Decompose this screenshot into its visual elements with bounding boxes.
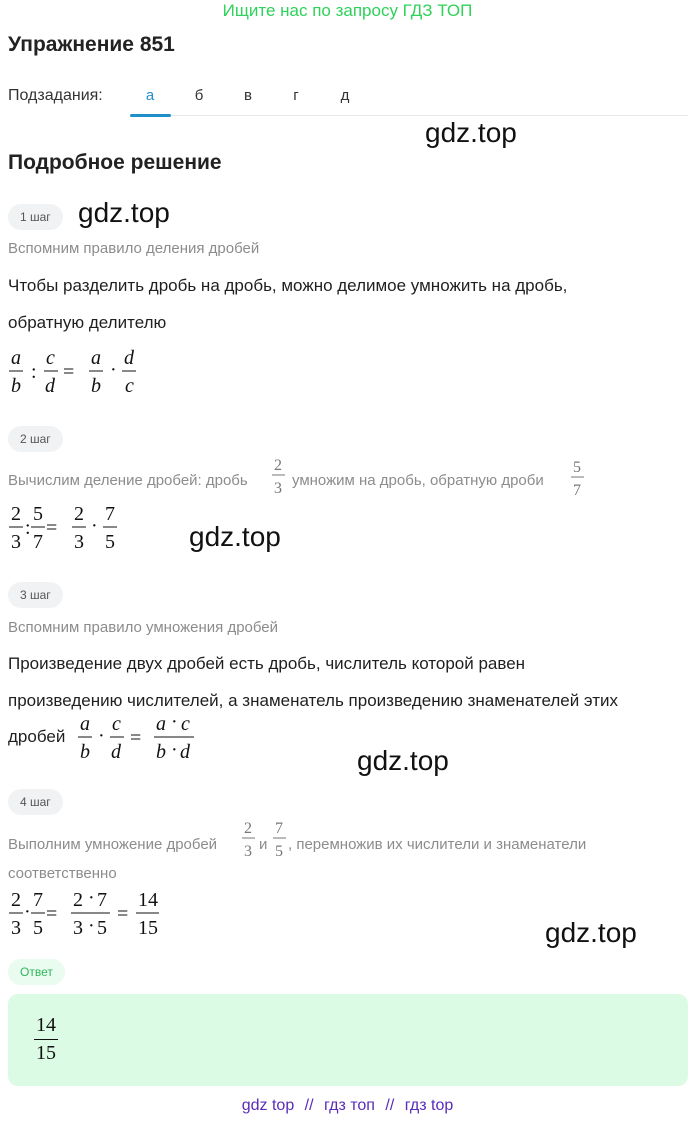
step-hint-and: и	[259, 836, 268, 853]
svg-text:c: c	[181, 713, 190, 735]
svg-text:5: 5	[105, 531, 115, 553]
svg-text:·: ·	[171, 711, 178, 733]
watermark: gdz.top	[545, 917, 637, 948]
tabs-divider	[130, 115, 688, 116]
tab-b[interactable]: б	[194, 87, 204, 104]
svg-text:3: 3	[74, 531, 84, 553]
answer-box	[8, 994, 688, 1086]
watermark: gdz.top	[357, 745, 449, 776]
svg-text:·: ·	[110, 359, 117, 381]
svg-text:b: b	[91, 375, 101, 397]
svg-text:7: 7	[105, 503, 115, 525]
tab-a[interactable]: а	[145, 87, 155, 104]
answer-numerator: 14	[36, 1014, 56, 1036]
step-hint: , перемножив их числители и знаменатели	[288, 836, 587, 853]
svg-text:5: 5	[33, 503, 43, 525]
svg-text:3: 3	[11, 917, 21, 939]
step-hint: Вспомним правило умножения дробей	[8, 619, 279, 636]
step-hint: Вычислим деление дробей: дробь	[8, 472, 248, 489]
footer-link[interactable]: гдз top	[404, 1097, 454, 1114]
search-banner: Ищите нас по запросу ГДЗ ТОП	[222, 1, 473, 20]
subtasks-label: Подзадания:	[8, 87, 103, 104]
svg-text:7: 7	[33, 889, 43, 911]
fraction-bar	[34, 1039, 58, 1040]
svg-text:7: 7	[33, 531, 43, 553]
svg-text:·: ·	[171, 739, 178, 761]
svg-text:7: 7	[275, 820, 283, 837]
watermark: gdz.top	[189, 521, 281, 552]
step-text: дробей	[8, 727, 66, 746]
svg-text:b: b	[11, 375, 21, 397]
svg-text:d: d	[124, 347, 134, 369]
svg-text:a: a	[91, 347, 101, 369]
section-title: Подробное решение	[8, 151, 222, 174]
svg-text:=: =	[117, 903, 129, 925]
footer-link[interactable]: gdz top	[241, 1097, 295, 1114]
tab-g[interactable]: г	[293, 87, 299, 104]
fraction-2-3	[271, 455, 287, 502]
step-text: Чтобы разделить дробь на дробь, можно делимое умножить на дробь,	[8, 276, 568, 295]
svg-text:3: 3	[11, 531, 21, 553]
step-badge: 4 шаг	[8, 789, 63, 815]
svg-text:·: ·	[24, 901, 31, 923]
svg-text:2: 2	[274, 457, 282, 474]
fraction-2-3	[241, 818, 257, 865]
svg-text:2: 2	[73, 889, 83, 911]
svg-text:c: c	[46, 347, 55, 369]
svg-text:14: 14	[138, 889, 158, 911]
answer-badge: Ответ	[8, 959, 65, 985]
svg-text:c: c	[125, 375, 134, 397]
step-badge: 3 шаг	[8, 582, 63, 608]
svg-text:a: a	[11, 347, 21, 369]
fraction-5-7	[570, 457, 586, 504]
svg-text:5: 5	[275, 843, 283, 860]
answer-fraction	[33, 1014, 59, 1065]
svg-text:b: b	[80, 741, 90, 763]
svg-text:a: a	[80, 713, 90, 735]
step-badge: 2 шаг	[8, 426, 63, 452]
svg-text:7: 7	[573, 482, 581, 499]
footer-separator: //	[304, 1097, 314, 1114]
answer-denominator: 15	[36, 1042, 56, 1064]
watermark: gdz.top	[78, 197, 170, 228]
svg-text:·: ·	[88, 887, 95, 909]
svg-text:a: a	[156, 713, 166, 735]
step-hint: соответственно	[8, 865, 117, 882]
svg-text:5: 5	[33, 917, 43, 939]
step-badge: 1 шаг	[8, 204, 63, 230]
step-text: Произведение двух дробей есть дробь, числитель которой равен	[8, 654, 526, 673]
svg-text:5: 5	[573, 459, 581, 476]
formula-division-rule	[8, 346, 148, 403]
svg-text:·: ·	[88, 915, 95, 937]
svg-text:2: 2	[11, 889, 21, 911]
formula-step4	[8, 888, 168, 945]
svg-text:7: 7	[97, 889, 107, 911]
svg-text:d: d	[180, 741, 190, 763]
svg-text:=: =	[63, 361, 75, 383]
page-title: Упражнение 851	[8, 33, 175, 56]
svg-text:3: 3	[244, 843, 252, 860]
footer-link[interactable]: гдз топ	[324, 1097, 375, 1114]
svg-text:d: d	[45, 375, 55, 397]
watermark: gdz.top	[425, 117, 517, 148]
svg-text:2: 2	[11, 503, 21, 525]
step-text: обратную делителю	[8, 313, 167, 332]
svg-text:·: ·	[98, 725, 105, 747]
formula-multiplication-rule	[76, 712, 206, 769]
tab-d[interactable]: д	[340, 87, 350, 104]
svg-text::: :	[25, 517, 31, 539]
step-text: произведению числителей, а знаменатель произведению знаменателей этих	[8, 691, 619, 710]
formula-step2	[8, 502, 128, 559]
footer-separator: //	[385, 1097, 395, 1114]
fraction-7-5	[272, 818, 288, 865]
svg-text:d: d	[111, 741, 121, 763]
svg-text:2: 2	[244, 820, 252, 837]
svg-text:=: =	[46, 903, 58, 925]
svg-text:b: b	[156, 741, 166, 763]
active-tab-indicator	[130, 114, 171, 117]
svg-text:2: 2	[74, 503, 84, 525]
svg-text:3: 3	[274, 480, 282, 497]
svg-text::: :	[31, 361, 37, 383]
svg-text:=: =	[46, 517, 58, 539]
svg-text:5: 5	[97, 917, 107, 939]
footer-links	[0, 1097, 695, 1115]
svg-text:=: =	[130, 727, 142, 749]
step-hint: Вспомним правило деления дробей	[8, 240, 260, 257]
svg-text:3: 3	[73, 917, 83, 939]
svg-text:·: ·	[91, 515, 98, 537]
svg-text:15: 15	[138, 917, 158, 939]
svg-text:c: c	[112, 713, 121, 735]
step-hint: умножим на дробь, обратную дроби	[292, 472, 544, 489]
step-hint: Выполним умножение дробей	[8, 836, 218, 853]
tab-v[interactable]: в	[244, 87, 252, 104]
